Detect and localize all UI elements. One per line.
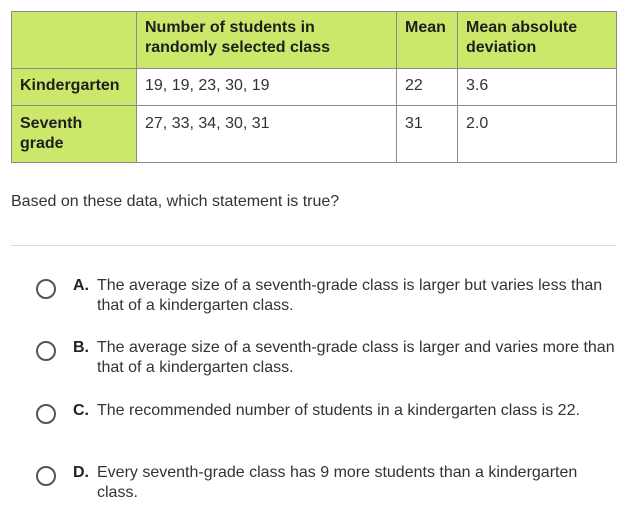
table-row — [12, 106, 617, 163]
table-header-mean: Mean — [397, 12, 458, 69]
radio-button-b[interactable] — [36, 341, 56, 361]
choice-text: The recommended number of students in a kindergarten class is 22. — [97, 402, 580, 419]
choice-text: The average size of a seventh-grade class is larger and varies more than that of a kindergarten class. — [97, 339, 615, 376]
choice-letter: D. — [73, 464, 89, 481]
table-header-students: Number of students in randomly selected class — [137, 12, 397, 69]
radio-button-c[interactable] — [36, 404, 56, 424]
table-header-empty — [12, 12, 137, 69]
radio-button-a[interactable] — [36, 279, 56, 299]
cell-mean: 31 — [397, 106, 458, 163]
choice-letter: C. — [73, 402, 89, 419]
choice-letter: A. — [73, 277, 89, 294]
table-header-row — [12, 12, 617, 69]
table-row — [12, 69, 617, 106]
divider — [11, 245, 616, 246]
choice-letter: B. — [73, 339, 89, 356]
cell-mad: 3.6 — [458, 69, 617, 106]
table-header-mad: Mean absolute deviation — [458, 12, 617, 69]
choice-d[interactable] — [36, 463, 621, 503]
cell-mad: 2.0 — [458, 106, 617, 163]
choice-c[interactable] — [36, 401, 621, 424]
radio-button-d[interactable] — [36, 466, 56, 486]
row-label-kindergarten: Kindergarten — [12, 69, 137, 106]
cell-mean: 22 — [397, 69, 458, 106]
data-table — [11, 11, 617, 163]
choice-text: Every seventh-grade class has 9 more students than a kindergarten class. — [97, 464, 578, 501]
row-label-seventh-grade: Seventh grade — [12, 106, 137, 163]
choice-text: The average size of a seventh-grade class is larger but varies less than that of a kindergarten class. — [97, 277, 603, 314]
choice-a[interactable] — [36, 276, 621, 316]
choice-b[interactable] — [36, 338, 621, 378]
cell-students: 19, 19, 23, 30, 19 — [137, 69, 397, 106]
question-text: Based on these data, which statement is true? — [11, 193, 340, 210]
cell-students: 27, 33, 34, 30, 31 — [137, 106, 397, 163]
